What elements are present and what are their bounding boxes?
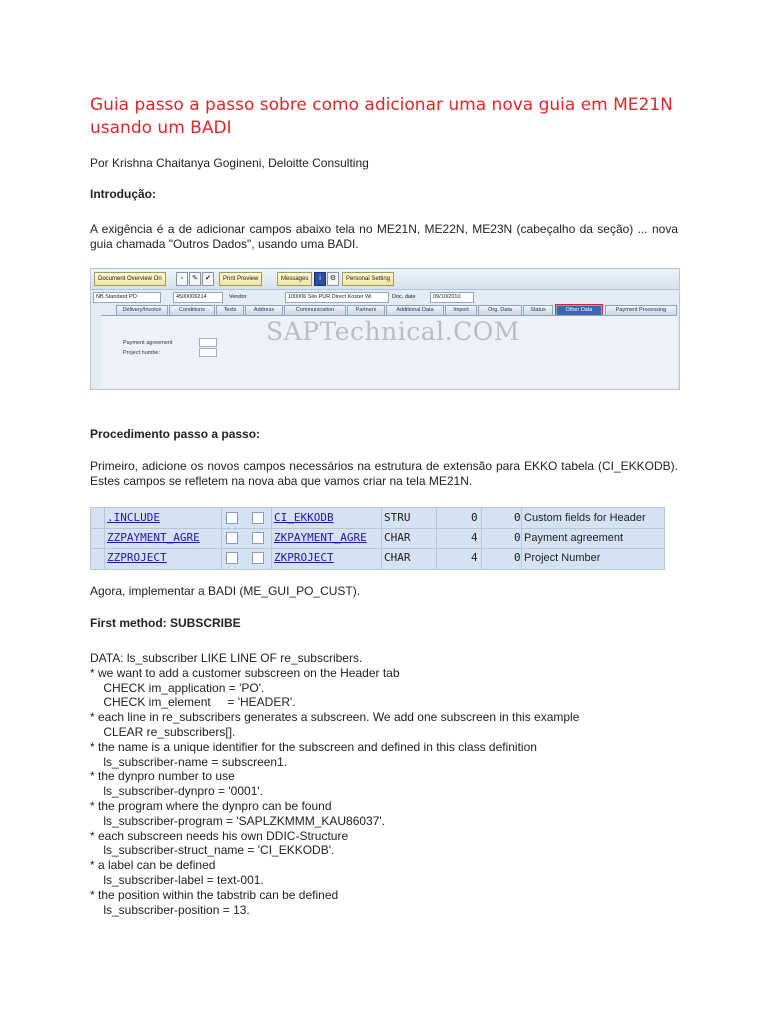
- code-line: * the dynpro number to use: [90, 769, 235, 784]
- tab-address[interactable]: Address: [245, 305, 283, 315]
- saptechnical-watermark: SAPTechnical.COM: [266, 317, 520, 346]
- code-line: CHECK im_application = 'PO'.: [90, 680, 265, 695]
- doc-date-label: Doc. date: [392, 294, 416, 300]
- tab-status[interactable]: Status: [523, 305, 553, 315]
- procedure-paragraph: Primeiro, adicione os novos campos necessários na estrutura de extensão para EKKO tabela (CI_EKKODB). Estes campos se refletem na nova aba que vamos criar na tela ME21N.: [90, 459, 678, 488]
- code-line: * the position within the tabstrib can be defined: [90, 887, 339, 902]
- intro-heading: Introdução:: [90, 187, 156, 201]
- field-name-cell[interactable]: ZZPROJECT: [107, 551, 167, 564]
- length-cell: 4: [471, 551, 478, 564]
- document-overview-button[interactable]: Document Overview On: [94, 272, 166, 286]
- code-line: ls_subscriber-position = 13.: [90, 902, 250, 917]
- sap-toolbar: [91, 269, 679, 290]
- table-row[interactable]: [91, 508, 664, 529]
- author-line: Por Krishna Chaitanya Gogineni, Deloitte Consulting: [90, 156, 369, 170]
- tab-conditions[interactable]: Conditions: [169, 305, 215, 315]
- payment-agreement-input[interactable]: [199, 338, 217, 347]
- tab-communication[interactable]: Communication: [284, 305, 346, 315]
- doc-date-field[interactable]: 09/10/2010: [430, 292, 474, 303]
- field-name-cell[interactable]: .INCLUDE: [107, 511, 160, 524]
- code-line: CLEAR re_subscribers[].: [90, 724, 236, 739]
- table-row[interactable]: [91, 548, 664, 568]
- data-type-cell: CHAR: [384, 531, 411, 544]
- project-number-label: Project numbe:: [123, 350, 160, 356]
- doc-type-field[interactable]: NB Standard PO: [93, 292, 161, 303]
- code-line: * the name is a unique identifier for the subscreen and defined in this class definition: [90, 739, 537, 754]
- project-number-input[interactable]: [199, 348, 217, 357]
- code-line: * each subscreen needs his own DDIC-Structure: [90, 828, 349, 843]
- description-cell: Payment agreement: [524, 532, 624, 544]
- data-type-cell: CHAR: [384, 551, 411, 564]
- code-line: ls_subscriber-name = subscreen1.: [90, 754, 288, 769]
- code-line: ls_subscriber-struct_name = 'CI_EKKODB'.: [90, 843, 335, 858]
- table-row[interactable]: [91, 528, 664, 549]
- key-checkbox[interactable]: [226, 532, 238, 544]
- sap-header-row: [91, 292, 679, 304]
- code-line: * the program where the dynpro can be found: [90, 798, 332, 813]
- tab-import[interactable]: Import: [445, 305, 477, 315]
- code-listing: [90, 651, 710, 917]
- tab-org-data[interactable]: Org. Data: [478, 305, 522, 315]
- structure-table: [90, 507, 665, 570]
- code-line: * we want to add a customer subscreen on the Header tab: [90, 665, 400, 680]
- edit-icon[interactable]: ✎: [189, 272, 201, 286]
- code-line: ls_subscriber-dynpro = '0001'.: [90, 784, 264, 799]
- code-line: CHECK im_element = 'HEADER'.: [90, 695, 296, 710]
- tab-partners[interactable]: Partners: [347, 305, 385, 315]
- description-cell: Custom fields for Header: [524, 512, 646, 524]
- code-line: ls_subscriber-label = text-001.: [90, 872, 264, 887]
- tab-texts[interactable]: Texts: [216, 305, 244, 315]
- code-line: * a label can be defined: [90, 858, 216, 873]
- sap-screenshot: [90, 268, 680, 390]
- initial-checkbox[interactable]: [252, 512, 264, 524]
- print-preview-button[interactable]: Print Preview: [219, 272, 262, 286]
- key-checkbox[interactable]: [226, 552, 238, 564]
- code-line: * each line in re_subscribers generates a subscreen. We add one subscreen in this example: [90, 710, 580, 725]
- tab-delivery-invoice[interactable]: Delivery/Invoice: [116, 305, 168, 315]
- method-heading: First method: SUBSCRIBE: [90, 616, 241, 630]
- data-element-cell[interactable]: CI_EKKODB: [274, 511, 334, 524]
- vendor-label: Vendor: [229, 294, 247, 300]
- data-element-cell[interactable]: ZKPROJECT: [274, 551, 334, 564]
- tab-other-data[interactable]: Other Data: [556, 305, 602, 315]
- check-icon[interactable]: ✔: [202, 272, 214, 286]
- sap-tab-strip: [101, 305, 679, 315]
- messages-button[interactable]: Messages: [277, 272, 312, 286]
- key-checkbox[interactable]: [226, 512, 238, 524]
- doc-number-field[interactable]: 4500006214: [173, 292, 223, 303]
- tab-additional-data[interactable]: Additional Data: [386, 305, 444, 315]
- data-element-cell[interactable]: ZKPAYMENT_AGRE: [274, 531, 367, 544]
- initial-checkbox[interactable]: [252, 532, 264, 544]
- settings-icon[interactable]: ⚙: [327, 272, 339, 286]
- decimals-cell: 0: [514, 551, 521, 564]
- initial-checkbox[interactable]: [252, 552, 264, 564]
- vendor-field[interactable]: 100006 Silo PUR Direct Koster Wi: [285, 292, 389, 303]
- intro-paragraph: A exigência é a de adicionar campos abaixo tela no ME21N, ME22N, ME23N (cabeçalho da seção) ... nova guia chamada "Outros Dados", usando uma BADI.: [90, 222, 678, 251]
- length-cell: 4: [471, 531, 478, 544]
- code-line: ls_subscriber-program = 'SAPLZKMMM_KAU86037'.: [90, 813, 386, 828]
- decimals-cell: 0: [514, 531, 521, 544]
- length-cell: 0: [471, 511, 478, 524]
- tab-payment-processing[interactable]: Payment Processing: [605, 305, 677, 315]
- new-document-icon[interactable]: ▫: [176, 272, 188, 286]
- info-icon[interactable]: i: [314, 272, 326, 286]
- decimals-cell: 0: [514, 511, 521, 524]
- data-type-cell: STRU: [384, 511, 411, 524]
- procedure-heading: Procedimento passo a passo:: [90, 427, 261, 441]
- personal-setting-button[interactable]: Personal Setting: [342, 272, 394, 286]
- description-cell: Project Number: [524, 552, 601, 564]
- implement-paragraph: Agora, implementar a BADI (ME_GUI_PO_CUST).: [90, 584, 361, 598]
- document-title: Guia passo a passo sobre como adicionar uma nova guia em ME21N usando um BADI: [90, 95, 673, 138]
- code-line: DATA: ls_subscriber LIKE LINE OF re_subscribers.: [90, 651, 363, 665]
- payment-agreement-label: Payment agreement: [123, 340, 173, 346]
- field-name-cell[interactable]: ZZPAYMENT_AGRE: [107, 531, 200, 544]
